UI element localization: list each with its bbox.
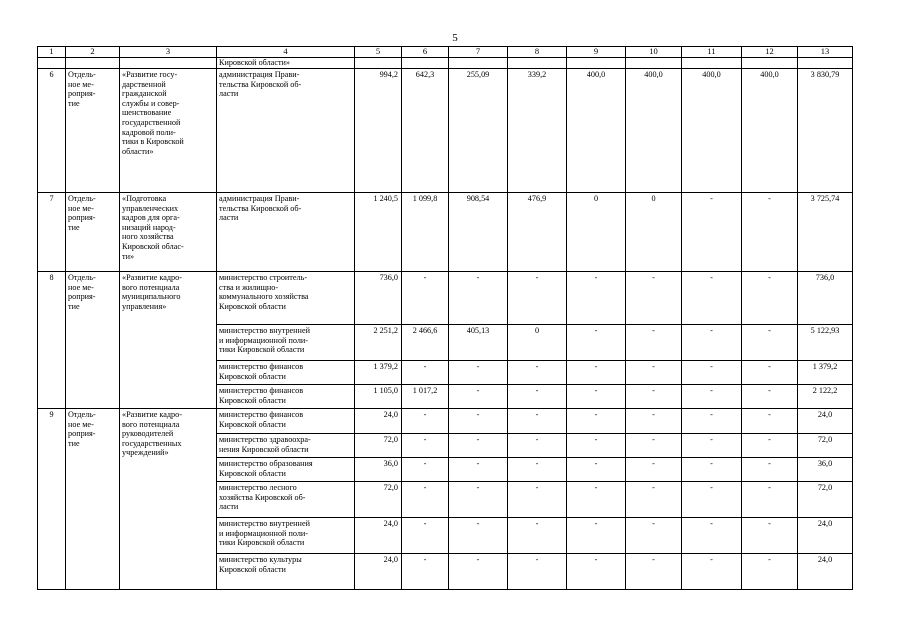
year-value-cell: - (742, 554, 798, 590)
year-value-cell: - (742, 482, 798, 518)
table-body (38, 47, 853, 590)
year-value-cell: - (682, 325, 742, 361)
year-value-cell: - (449, 385, 508, 409)
executor-cell: министерство здравоохра- нения Кировской области (217, 434, 355, 458)
page-number: 5 (452, 32, 458, 44)
year-value-cell: - (449, 361, 508, 385)
year-value-cell: 72,0 (355, 482, 402, 518)
column-number-header: 11 (682, 47, 742, 58)
item-title-cell: «Развитие кадро- вого потенциала руководителей государственных учреждений» (120, 409, 217, 590)
year-value-cell: - (682, 482, 742, 518)
year-value-cell: 476,9 (508, 193, 567, 272)
total-value-cell: 72,0 (798, 434, 853, 458)
year-value-cell: - (567, 325, 626, 361)
year-value-cell: - (682, 458, 742, 482)
item-number-cell: 7 (38, 193, 66, 272)
year-value-cell: - (742, 385, 798, 409)
year-value-cell: - (626, 385, 682, 409)
year-value-cell: 400,0 (742, 69, 798, 193)
item-title-cell: «Подготовка управленческих кадров для орга- низаций народ- ного хозяйства Кировской облас- ти» (120, 193, 217, 272)
year-value-cell: - (742, 409, 798, 434)
year-value-cell: - (567, 518, 626, 554)
total-value-cell: 3 830,79 (798, 69, 853, 193)
year-value-cell: 1 379,2 (355, 361, 402, 385)
year-value-cell: - (626, 458, 682, 482)
year-value-cell: - (402, 272, 449, 325)
year-value-cell: 0 (626, 193, 682, 272)
column-number-header: 9 (567, 47, 626, 58)
year-value-cell: - (449, 458, 508, 482)
year-value-cell: - (449, 272, 508, 325)
year-value-cell: 736,0 (355, 272, 402, 325)
column-number-header: 5 (355, 47, 402, 58)
year-value-cell: - (626, 518, 682, 554)
executor-cell: министерство образования Кировской области (217, 458, 355, 482)
column-number-row (38, 47, 853, 58)
year-value-cell: - (567, 458, 626, 482)
table-row (38, 272, 853, 325)
year-value-cell: - (508, 409, 567, 434)
continuation-row (38, 58, 853, 69)
year-value-cell: - (626, 361, 682, 385)
year-value-cell: 2 466,6 (402, 325, 449, 361)
year-value-cell: - (449, 518, 508, 554)
year-value-cell: 400,0 (567, 69, 626, 193)
year-value-cell: - (402, 458, 449, 482)
year-value-cell: - (682, 385, 742, 409)
year-value-cell: - (508, 385, 567, 409)
year-value-cell: - (742, 193, 798, 272)
year-value-cell: - (449, 554, 508, 590)
year-value-cell: 1 017,2 (402, 385, 449, 409)
year-value-cell: - (567, 361, 626, 385)
year-value-cell: 1 105,0 (355, 385, 402, 409)
year-value-cell: 2 251,2 (355, 325, 402, 361)
year-value-cell: - (682, 272, 742, 325)
year-value-cell: 24,0 (355, 409, 402, 434)
total-value-cell: 1 379,2 (798, 361, 853, 385)
column-number-header: 3 (120, 47, 217, 58)
table-row (38, 69, 853, 193)
year-value-cell: - (567, 482, 626, 518)
item-number-cell: 8 (38, 272, 66, 409)
year-value-cell: - (402, 409, 449, 434)
total-value-cell: 24,0 (798, 554, 853, 590)
executor-cell: министерство культуры Кировской области (217, 554, 355, 590)
total-value-cell: 2 122,2 (798, 385, 853, 409)
year-value-cell: 642,3 (402, 69, 449, 193)
year-value-cell: 994,2 (355, 69, 402, 193)
item-kind-cell: Отдель- ное ме- роприя- тие (66, 272, 120, 409)
year-value-cell: 24,0 (355, 518, 402, 554)
executor-cell: министерство внутренней и информационной поли- тики Кировской области (217, 518, 355, 554)
total-value-cell: 3 725,74 (798, 193, 853, 272)
year-value-cell: - (508, 458, 567, 482)
column-number-header: 4 (217, 47, 355, 58)
year-value-cell: - (567, 434, 626, 458)
year-value-cell: - (449, 434, 508, 458)
table-row (38, 409, 853, 434)
year-value-cell: - (626, 325, 682, 361)
year-value-cell: - (682, 361, 742, 385)
year-value-cell: - (742, 518, 798, 554)
year-value-cell: - (742, 272, 798, 325)
year-value-cell: - (682, 434, 742, 458)
year-value-cell: - (567, 385, 626, 409)
year-value-cell: 908,54 (449, 193, 508, 272)
year-value-cell: 400,0 (626, 69, 682, 193)
year-value-cell: 405,13 (449, 325, 508, 361)
executor-cell: министерство финансов Кировской области (217, 409, 355, 434)
item-kind-cell: Отдель- ное ме- роприя- тие (66, 409, 120, 590)
year-value-cell: - (402, 482, 449, 518)
year-value-cell: - (508, 272, 567, 325)
item-number-cell: 6 (38, 69, 66, 193)
year-value-cell: - (742, 434, 798, 458)
year-value-cell: - (682, 518, 742, 554)
total-value-cell: 5 122,93 (798, 325, 853, 361)
year-value-cell: - (626, 482, 682, 518)
executor-cell: администрация Прави- тельства Кировской об- ласти (217, 193, 355, 272)
column-number-header: 13 (798, 47, 853, 58)
year-value-cell: 24,0 (355, 554, 402, 590)
column-number-header: 10 (626, 47, 682, 58)
executor-cell: министерство строитель- ства и жилищно- коммунального хозяйства Кировской области (217, 272, 355, 325)
year-value-cell: - (449, 409, 508, 434)
year-value-cell: - (626, 434, 682, 458)
column-number-header: 8 (508, 47, 567, 58)
table-row (38, 193, 853, 272)
year-value-cell: 339,2 (508, 69, 567, 193)
executor-cell: министерство финансов Кировской области (217, 385, 355, 409)
year-value-cell: - (682, 193, 742, 272)
item-number-cell: 9 (38, 409, 66, 590)
continuation-cell: Кировской области» (217, 58, 355, 69)
year-value-cell: - (508, 361, 567, 385)
executor-cell: министерство финансов Кировской области (217, 361, 355, 385)
column-number-header: 12 (742, 47, 798, 58)
executor-cell: министерство лесного хозяйства Кировской об- ласти (217, 482, 355, 518)
column-number-header: 6 (402, 47, 449, 58)
year-value-cell: 0 (567, 193, 626, 272)
column-number-header: 1 (38, 47, 66, 58)
item-kind-cell: Отдель- ное ме- роприя- тие (66, 193, 120, 272)
year-value-cell: - (402, 554, 449, 590)
total-value-cell: 736,0 (798, 272, 853, 325)
year-value-cell: - (626, 409, 682, 434)
column-number-header: 7 (449, 47, 508, 58)
year-value-cell: - (402, 518, 449, 554)
year-value-cell: - (567, 409, 626, 434)
year-value-cell: 36,0 (355, 458, 402, 482)
year-value-cell: - (682, 409, 742, 434)
year-value-cell: - (742, 325, 798, 361)
year-value-cell: - (508, 434, 567, 458)
year-value-cell: - (742, 361, 798, 385)
executor-cell: администрация Прави- тельства Кировской об- ласти (217, 69, 355, 193)
year-value-cell: - (742, 458, 798, 482)
year-value-cell: 0 (508, 325, 567, 361)
year-value-cell: - (682, 554, 742, 590)
year-value-cell: - (449, 482, 508, 518)
year-value-cell: - (508, 554, 567, 590)
year-value-cell: 72,0 (355, 434, 402, 458)
total-value-cell: 72,0 (798, 482, 853, 518)
column-number-header: 2 (66, 47, 120, 58)
total-value-cell: 24,0 (798, 518, 853, 554)
year-value-cell: - (402, 361, 449, 385)
item-title-cell: «Развитие кадро- вого потенциала муниципального управления» (120, 272, 217, 409)
year-value-cell: - (508, 518, 567, 554)
year-value-cell: - (567, 272, 626, 325)
year-value-cell: - (402, 434, 449, 458)
executor-cell: министерство внутренней и информационной поли- тики Кировской области (217, 325, 355, 361)
total-value-cell: 36,0 (798, 458, 853, 482)
year-value-cell: 400,0 (682, 69, 742, 193)
total-value-cell: 24,0 (798, 409, 853, 434)
item-title-cell: «Развитие госу- дарственной гражданской службы и совер- шенствование государственной кадровой поли- тики в Кировской области» (120, 69, 217, 193)
year-value-cell: 1 099,8 (402, 193, 449, 272)
year-value-cell: - (508, 482, 567, 518)
program-table (37, 46, 853, 590)
year-value-cell: - (567, 554, 626, 590)
item-kind-cell: Отдель- ное ме- роприя- тие (66, 69, 120, 193)
year-value-cell: 255,09 (449, 69, 508, 193)
year-value-cell: - (626, 272, 682, 325)
year-value-cell: - (626, 554, 682, 590)
year-value-cell: 1 240,5 (355, 193, 402, 272)
